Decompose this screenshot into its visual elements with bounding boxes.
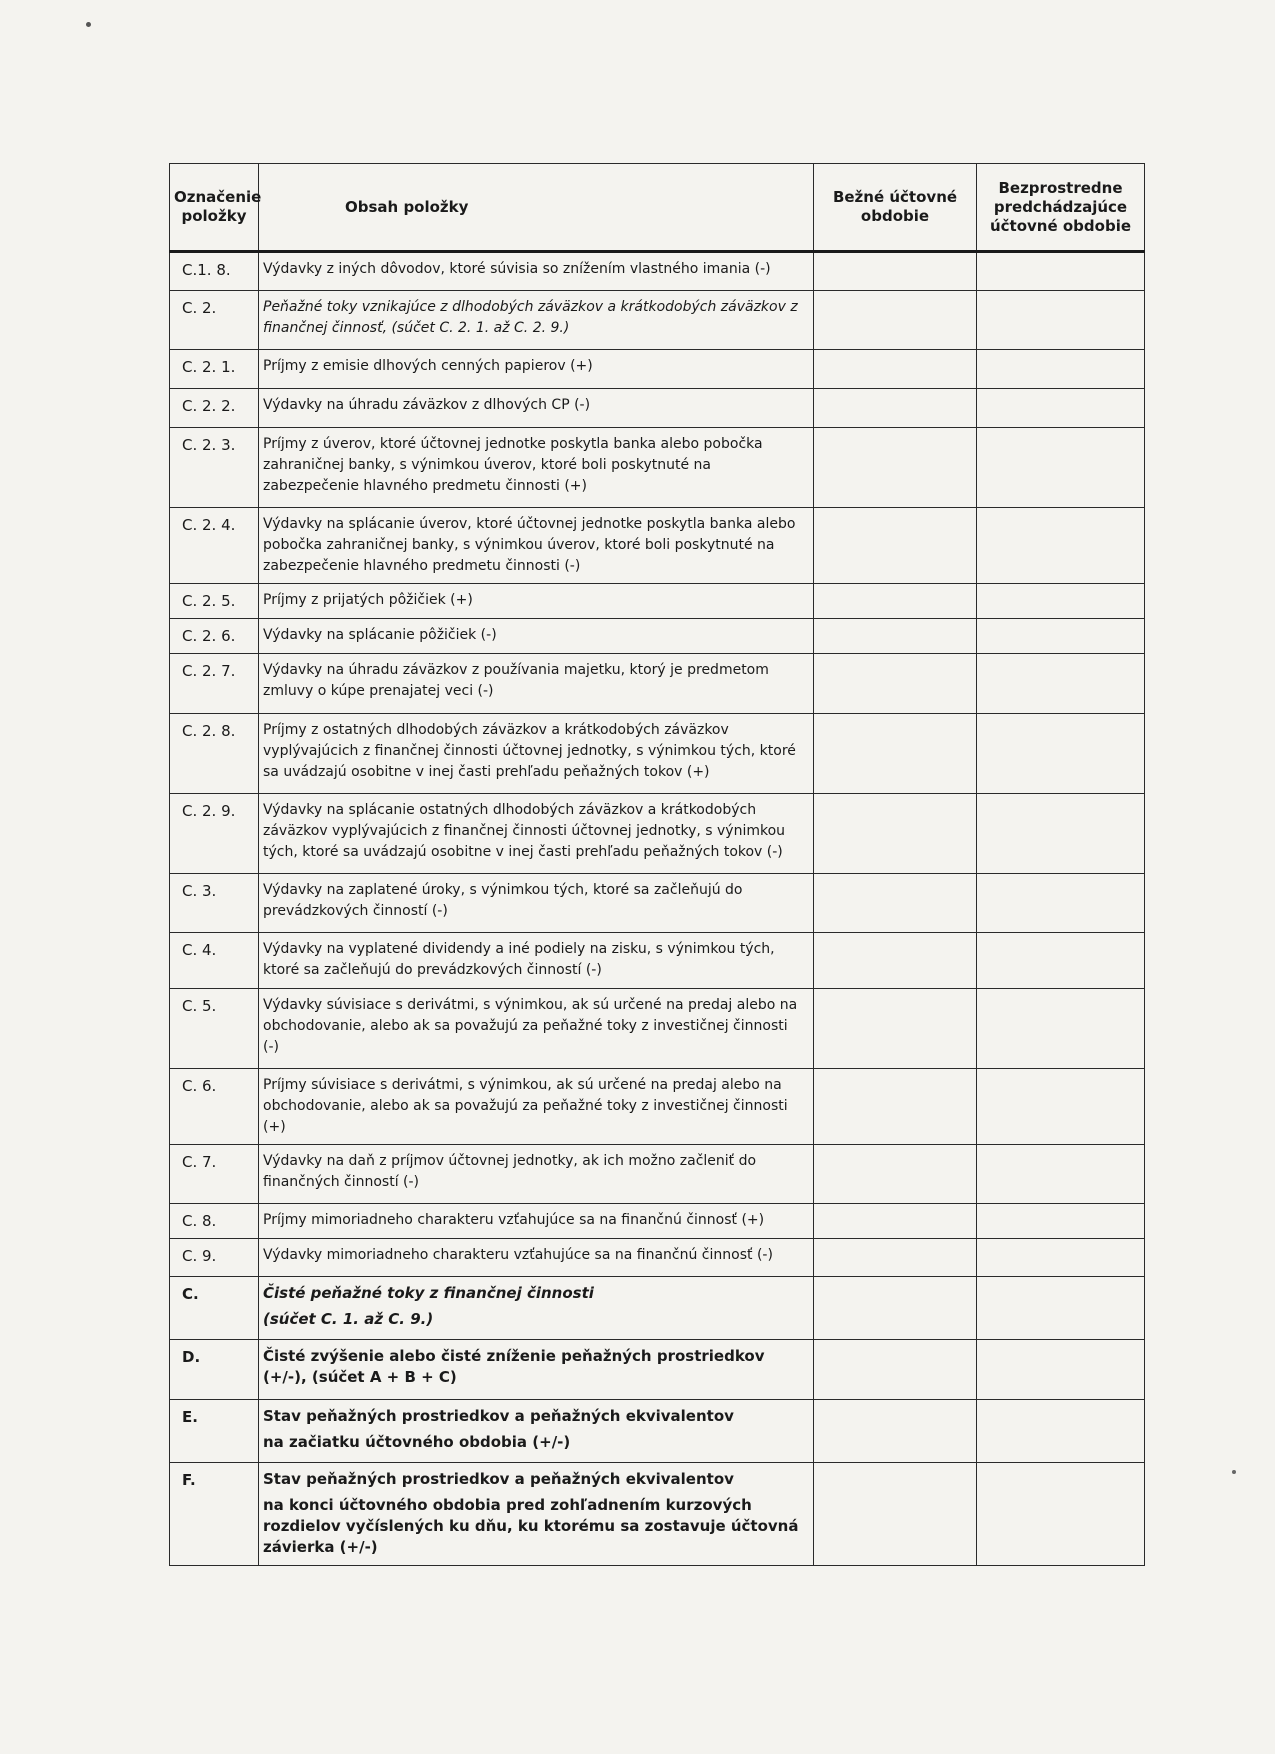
row-code: C. 3. [170, 874, 259, 933]
row-current-value [814, 428, 977, 508]
row-code: E. [170, 1400, 259, 1463]
row-content: Čisté zvýšenie alebo čisté zníženie peňažných prostriedkov (+/-), (súčet A + B + C) [259, 1340, 814, 1400]
row-previous-value [977, 1463, 1145, 1566]
row-code: C. 7. [170, 1145, 259, 1204]
table-row [170, 1340, 1145, 1400]
table-row [170, 714, 1145, 794]
row-current-value [814, 291, 977, 350]
header-row [170, 164, 1145, 252]
row-current-value [814, 933, 977, 989]
row-previous-value [977, 508, 1145, 584]
row-current-value [814, 654, 977, 714]
cash-flow-table [169, 163, 1145, 1566]
row-content: Výdavky na splácanie ostatných dlhodobých záväzkov a krátkodobých záväzkov vyplývajúcich z finančnej činnosti účtovnej jednotky, s výnimkou tých, ktoré sa uvádzajú osobitne v inej časti prehľadu peňažných tokov (-) [259, 794, 814, 874]
row-content: Výdavky na úhradu záväzkov z používania majetku, ktorý je predmetom zmluvy o kúpe prenajatej veci (-) [259, 654, 814, 714]
row-current-value [814, 1069, 977, 1145]
row-previous-value [977, 291, 1145, 350]
row-previous-value [977, 350, 1145, 389]
row-previous-value [977, 252, 1145, 291]
row-previous-value [977, 389, 1145, 428]
row-code: F. [170, 1463, 259, 1566]
scan-speck [1232, 1470, 1236, 1474]
header-previous-period: Bezprostredne predchádzajúce účtovné obdobie [977, 164, 1145, 252]
row-content-line: na začiatku účtovného obdobia (+/-) [263, 1433, 571, 1451]
table-row [170, 989, 1145, 1069]
row-code: C. 4. [170, 933, 259, 989]
row-current-value [814, 714, 977, 794]
row-content: Výdavky mimoriadneho charakteru vzťahujúce sa na finančnú činnosť (-) [259, 1239, 814, 1277]
row-content: Výdavky na daň z príjmov účtovnej jednotky, ak ich možno začleniť do finančných činností (-) [259, 1145, 814, 1204]
table-row [170, 794, 1145, 874]
row-current-value [814, 1239, 977, 1277]
header-content: Obsah položky [259, 164, 814, 252]
row-current-value [814, 874, 977, 933]
row-previous-value [977, 1400, 1145, 1463]
row-previous-value [977, 428, 1145, 508]
row-previous-value [977, 933, 1145, 989]
row-code: C. 2. 4. [170, 508, 259, 584]
row-code: C. 2. 8. [170, 714, 259, 794]
row-code: D. [170, 1340, 259, 1400]
table-row [170, 1145, 1145, 1204]
row-current-value [814, 619, 977, 654]
row-content: Výdavky na splácanie pôžičiek (-) [259, 619, 814, 654]
table-row [170, 428, 1145, 508]
row-code: C. 2. 6. [170, 619, 259, 654]
row-current-value [814, 1400, 977, 1463]
row-code: C. 6. [170, 1069, 259, 1145]
row-content: Príjmy z úverov, ktoré účtovnej jednotke poskytla banka alebo pobočka zahraničnej banky, s výnimkou úverov, ktoré boli poskytnuté na zabezpečenie hlavného predmetu činnosti (+) [259, 428, 814, 508]
row-code: C. 2. 7. [170, 654, 259, 714]
table-header [170, 164, 1145, 252]
scan-speck [86, 22, 91, 27]
header-current-period: Bežné účtovné obdobie [814, 164, 977, 252]
row-content: Výdavky na splácanie úverov, ktoré účtovnej jednotke poskytla banka alebo pobočka zahraničnej banky, s výnimkou úverov, ktoré boli poskytnuté na zabezpečenie hlavného predmetu činnosti (-) [259, 508, 814, 584]
table-row [170, 350, 1145, 389]
table-body [170, 252, 1145, 1566]
row-code: C. 9. [170, 1239, 259, 1277]
table-row [170, 1277, 1145, 1340]
row-content: Príjmy z ostatných dlhodobých záväzkov a krátkodobých záväzkov vyplývajúcich z finančnej činnosti účtovnej jednotky, s výnimkou tých, ktoré sa uvádzajú osobitne v inej časti prehľadu peňažných tokov (+) [259, 714, 814, 794]
header-code: Označenie položky [170, 164, 259, 252]
table-row [170, 389, 1145, 428]
row-current-value [814, 989, 977, 1069]
row-code: C. 2. [170, 291, 259, 350]
row-content: Výdavky na vyplatené dividendy a iné podiely na zisku, s výnimkou tých, ktoré sa začleňujú do prevádzkových činností (-) [259, 933, 814, 989]
row-current-value [814, 350, 977, 389]
row-previous-value [977, 1145, 1145, 1204]
row-content: Výdavky z iných dôvodov, ktoré súvisia so znížením vlastného imania (-) [259, 252, 814, 291]
row-code: C.1. 8. [170, 252, 259, 291]
row-current-value [814, 1277, 977, 1340]
row-current-value [814, 1204, 977, 1239]
table-row [170, 584, 1145, 619]
row-previous-value [977, 1340, 1145, 1400]
row-code: C. 2. 3. [170, 428, 259, 508]
row-previous-value [977, 1069, 1145, 1145]
table-row [170, 1463, 1145, 1566]
row-content: Výdavky súvisiace s derivátmi, s výnimkou, ak sú určené na predaj alebo na obchodovanie, alebo ak sa považujú za peňažné toky z investičnej činnosti (-) [259, 989, 814, 1069]
row-content-line: Stav peňažných prostriedkov a peňažných ekvivalentov [263, 1470, 734, 1488]
row-content: Výdavky na zaplatené úroky, s výnimkou tých, ktoré sa začleňujú do prevádzkových činností (-) [259, 874, 814, 933]
cash-flow-table-container [169, 163, 1144, 1566]
row-code: C. [170, 1277, 259, 1340]
row-content-line: Stav peňažných prostriedkov a peňažných ekvivalentov [263, 1407, 734, 1425]
row-previous-value [977, 874, 1145, 933]
table-row [170, 508, 1145, 584]
row-code: C. 2. 1. [170, 350, 259, 389]
table-row [170, 1239, 1145, 1277]
row-previous-value [977, 619, 1145, 654]
row-content: Príjmy súvisiace s derivátmi, s výnimkou, ak sú určené na predaj alebo na obchodovanie, alebo ak sa považujú za peňažné toky z investičnej činnosti (+) [259, 1069, 814, 1145]
row-previous-value [977, 654, 1145, 714]
row-content: Peňažné toky vznikajúce z dlhodobých záväzkov a krátkodobých záväzkov z finančnej činnosť, (súčet C. 2. 1. až C. 2. 9.) [259, 291, 814, 350]
row-current-value [814, 1340, 977, 1400]
row-current-value [814, 389, 977, 428]
row-code: C. 8. [170, 1204, 259, 1239]
table-row [170, 1069, 1145, 1145]
row-content-line: Čisté peňažné toky z finančnej činnosti [263, 1284, 594, 1302]
row-current-value [814, 1463, 977, 1566]
row-content-line: (súčet C. 1. až C. 9.) [263, 1310, 434, 1328]
row-content: Príjmy mimoriadneho charakteru vzťahujúce sa na finančnú činnosť (+) [259, 1204, 814, 1239]
table-row [170, 1400, 1145, 1463]
table-row [170, 874, 1145, 933]
row-current-value [814, 508, 977, 584]
table-row [170, 933, 1145, 989]
row-current-value [814, 584, 977, 619]
table-row [170, 654, 1145, 714]
row-current-value [814, 794, 977, 874]
row-content: Príjmy z emisie dlhových cenných papierov (+) [259, 350, 814, 389]
table-row [170, 1204, 1145, 1239]
row-current-value [814, 1145, 977, 1204]
row-code: C. 2. 5. [170, 584, 259, 619]
row-previous-value [977, 1204, 1145, 1239]
row-previous-value [977, 989, 1145, 1069]
row-previous-value [977, 1277, 1145, 1340]
row-code: C. 5. [170, 989, 259, 1069]
row-previous-value [977, 794, 1145, 874]
row-previous-value [977, 1239, 1145, 1277]
row-content [259, 1463, 814, 1566]
row-content-line: na konci účtovného obdobia pred zohľadnením kurzových rozdielov vyčíslených ku dňu, ku ktorému sa zostavuje účtovná závierka (+/-) [263, 1496, 799, 1556]
row-content: Príjmy z prijatých pôžičiek (+) [259, 584, 814, 619]
table-row [170, 619, 1145, 654]
table-row [170, 252, 1145, 291]
row-previous-value [977, 714, 1145, 794]
row-content: Výdavky na úhradu záväzkov z dlhových CP (-) [259, 389, 814, 428]
row-code: C. 2. 2. [170, 389, 259, 428]
row-previous-value [977, 584, 1145, 619]
row-current-value [814, 252, 977, 291]
row-code: C. 2. 9. [170, 794, 259, 874]
row-content [259, 1277, 814, 1340]
row-content [259, 1400, 814, 1463]
table-row [170, 291, 1145, 350]
